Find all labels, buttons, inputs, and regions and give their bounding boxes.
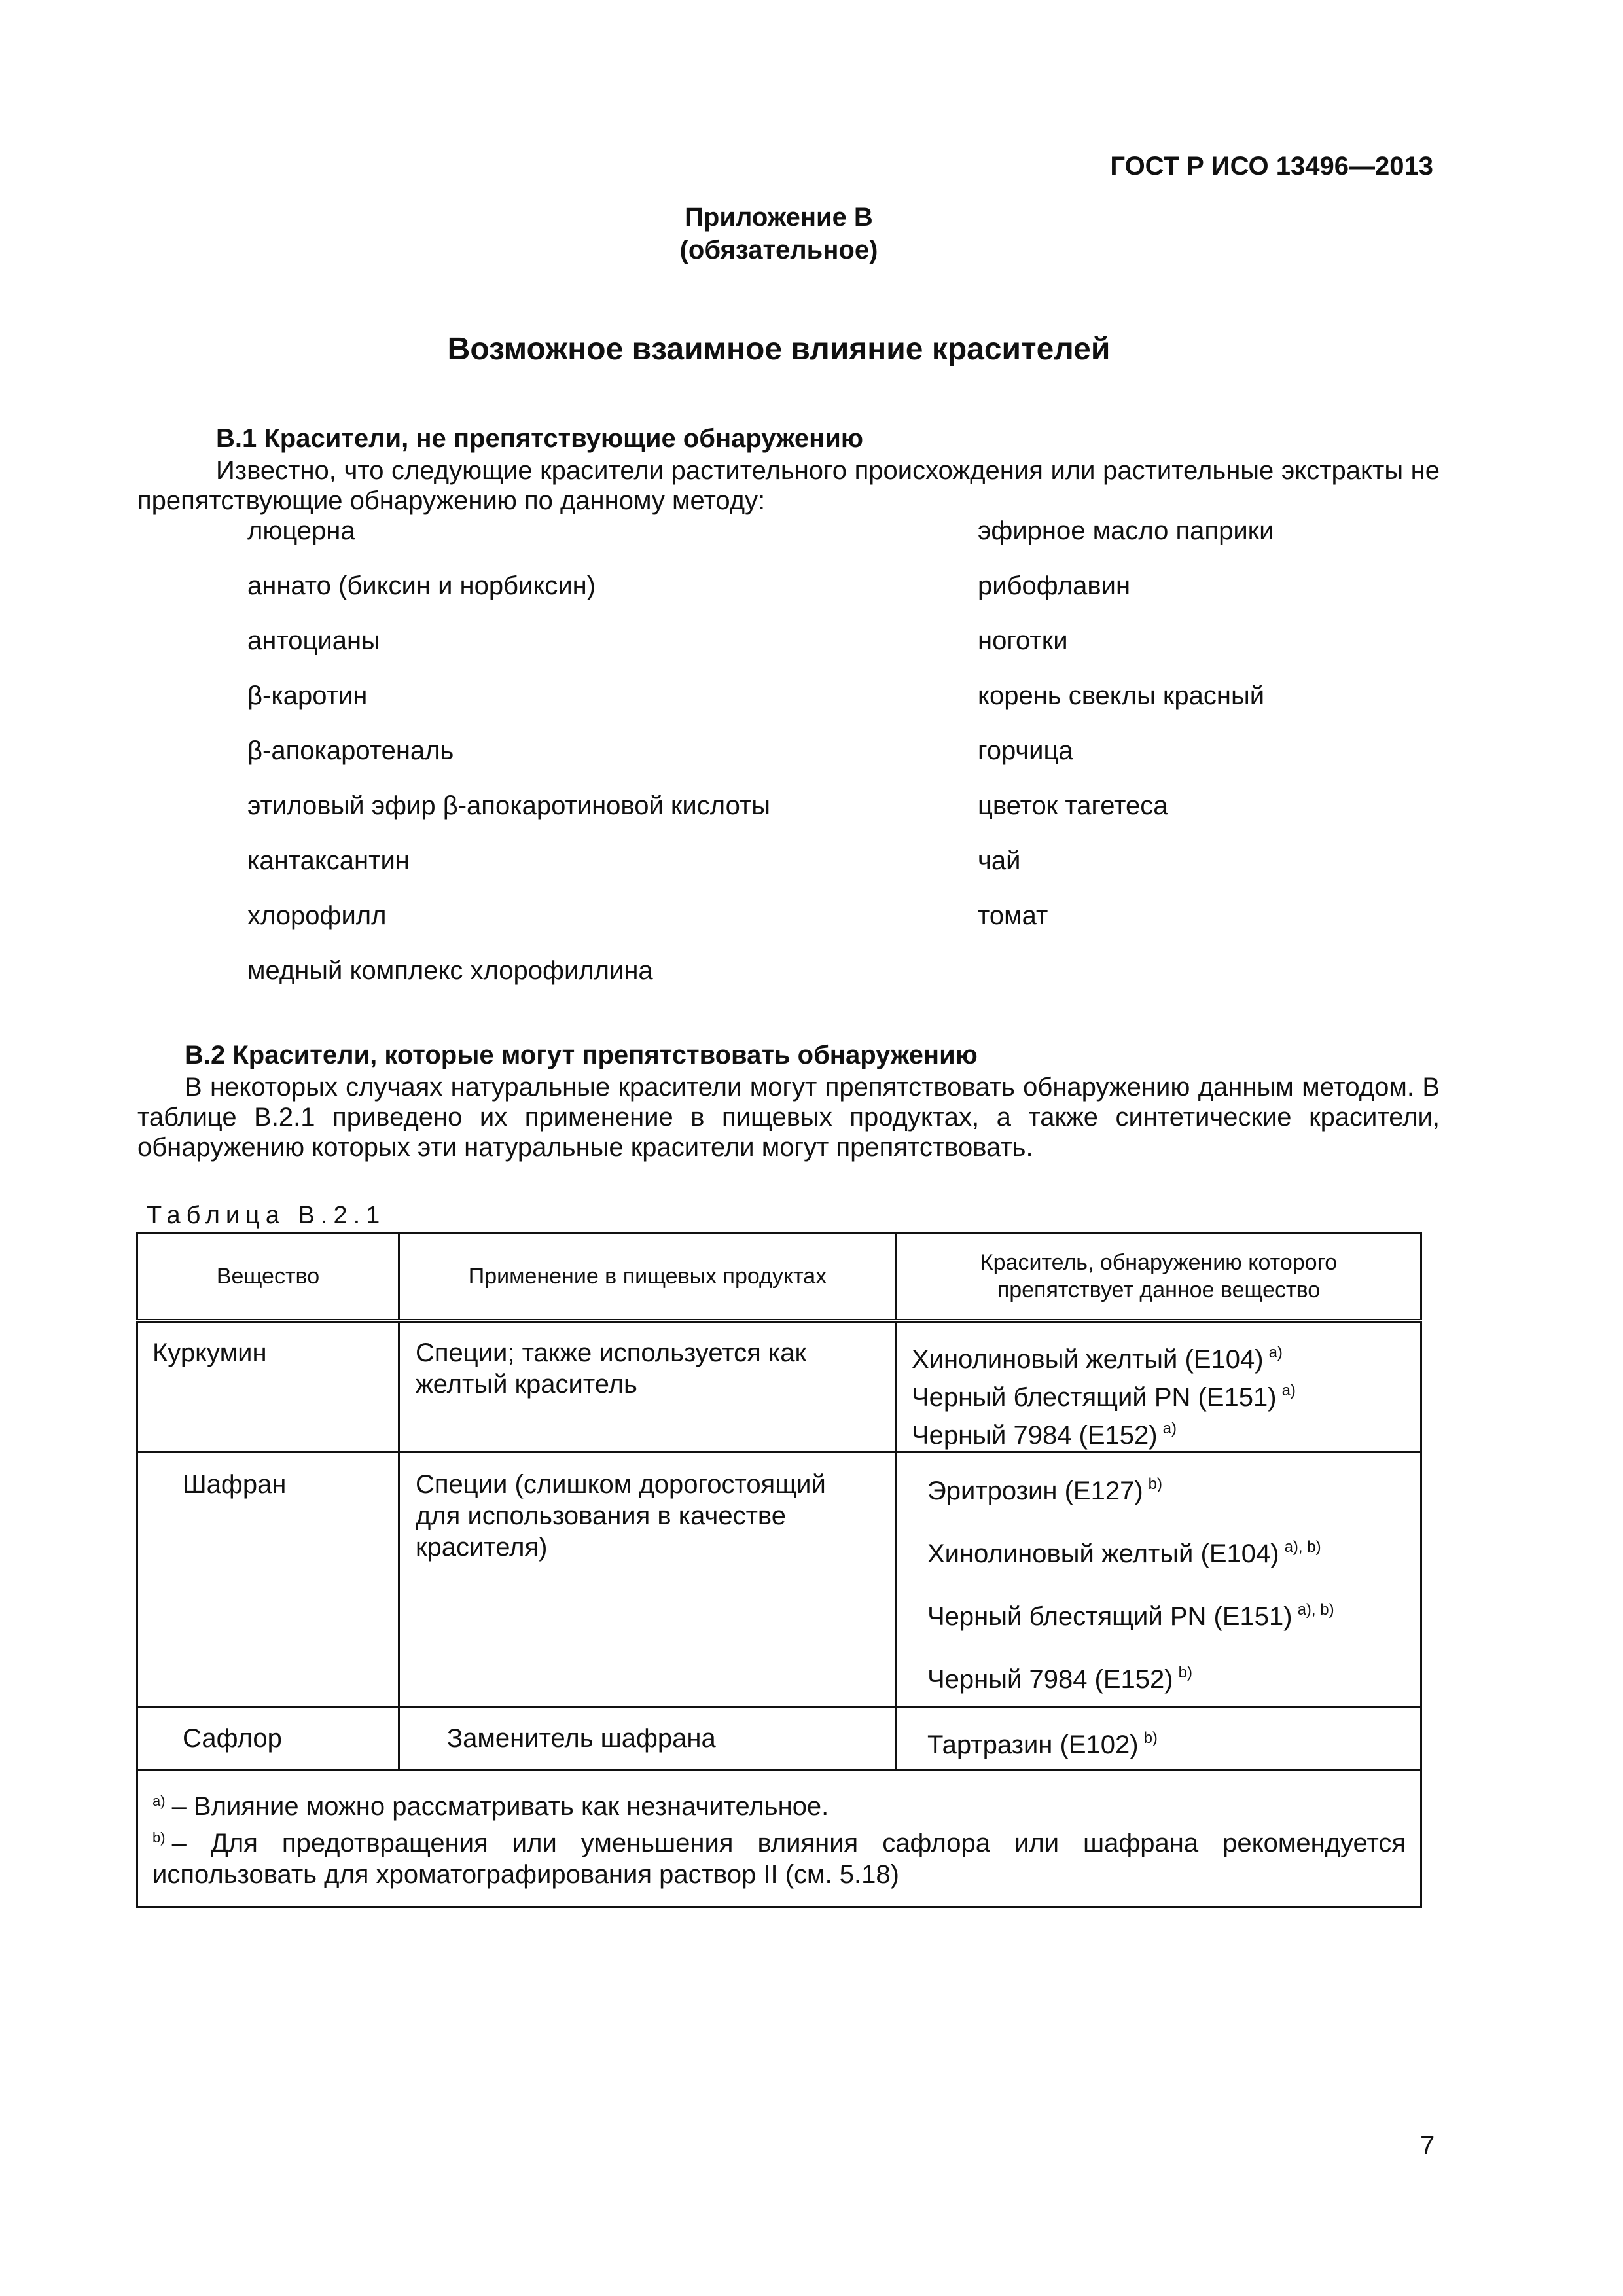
list-item: эфирное масло паприки — [978, 516, 1274, 545]
footnote-ref: а) — [1268, 1343, 1283, 1361]
table-footnotes — [137, 1770, 1421, 1907]
table-cell-use — [399, 1321, 897, 1452]
table-cell-use — [399, 1707, 897, 1770]
dye-name: Хинолиновый желтый (Е104) — [927, 1539, 1279, 1568]
column-header: Краситель, обнаружению которого препятствует данное вещество — [897, 1233, 1421, 1321]
list-item: хлорофилл — [247, 901, 387, 930]
footnote-ref: b) — [1148, 1475, 1162, 1493]
list-item: рибофлавин — [978, 571, 1131, 600]
footnote-ref: а), b) — [1284, 1537, 1321, 1556]
dye-entry — [927, 1469, 1420, 1532]
table-row — [137, 1707, 1421, 1770]
table-cell-dyes — [897, 1707, 1421, 1770]
substance-name: Шафран — [183, 1469, 287, 1499]
dye-list-right — [978, 516, 1274, 956]
list-item: люцерна — [247, 516, 355, 545]
column-header: Применение в пищевых продуктах — [399, 1233, 897, 1321]
list-item: антоцианы — [247, 626, 380, 655]
section-1-title: В.1 Красители, не препятствующие обнаружению — [216, 424, 863, 453]
list-item: корень свеклы красный — [978, 681, 1265, 710]
footnote-ref: b) — [1143, 1729, 1158, 1747]
annex-title: Приложение В — [685, 203, 873, 232]
list-item: β-каротин — [247, 681, 368, 710]
substance-name: Куркумин — [152, 1338, 267, 1367]
list-item: ноготки — [978, 626, 1068, 655]
dye-entry — [927, 1594, 1420, 1657]
dye-entry — [912, 1413, 1420, 1451]
list-item: горчица — [978, 736, 1073, 765]
footnote — [152, 1822, 1406, 1890]
dye-name: Черный блестящий PN (Е151) — [912, 1382, 1277, 1412]
page-number: 7 — [1420, 2131, 1435, 2160]
list-item: кантаксантин — [247, 846, 410, 875]
section-2-title: В.2 Красители, которые могут препятствовать обнаружению — [185, 1041, 978, 1069]
footnote — [152, 1785, 1406, 1822]
column-header: Вещество — [137, 1233, 399, 1321]
dye-entry — [927, 1657, 1420, 1695]
use-text: Специи (слишком дорогостоящий для использования в качестве красителя) — [416, 1469, 826, 1562]
dye-interference-table — [136, 1232, 1422, 1908]
table-cell-use — [399, 1452, 897, 1707]
dye-entry — [927, 1532, 1420, 1594]
use-text: Специи; также используется как желтый краситель — [416, 1338, 807, 1399]
list-item: медный комплекс хлорофиллина — [247, 956, 653, 985]
page-title: Возможное взаимное влияние красителей — [447, 332, 1111, 367]
table-footnotes-row — [137, 1770, 1421, 1907]
list-item: цветок тагетеса — [978, 791, 1168, 820]
dye-entry — [927, 1723, 1420, 1761]
list-item: томат — [978, 901, 1048, 930]
list-item: β-апокаротеналь — [247, 736, 454, 765]
table-cell-dyes — [897, 1321, 1421, 1452]
section-2-intro: В некоторых случаях натуральные красители могут препятствовать обнаружению данным методом. В таблице В.2.1 приведено их применение в пищевых продуктах, а также синтетические красители, обнаружению которых эти натуральные красители могут препятствовать. — [137, 1073, 1440, 1162]
use-text: Заменитель шафрана — [447, 1723, 716, 1753]
table-row — [137, 1452, 1421, 1707]
table-cell-substance — [137, 1452, 399, 1707]
footnote-mark: b) — [152, 1829, 166, 1846]
list-item: чай — [978, 846, 1021, 875]
dye-name: Тартразин (Е102) — [927, 1730, 1139, 1759]
footnote-ref: а) — [1162, 1419, 1177, 1437]
table-row — [137, 1321, 1421, 1452]
document-code: ГОСТ Р ИСО 13496—2013 — [1110, 152, 1433, 181]
table-header-row — [137, 1233, 1421, 1321]
dye-list-left — [247, 516, 770, 1011]
dye-entry — [912, 1337, 1420, 1375]
table-cell-dyes — [897, 1452, 1421, 1707]
annex-status: (обязательное) — [679, 236, 878, 264]
table-cell-substance — [137, 1321, 399, 1452]
table-cell-substance — [137, 1707, 399, 1770]
dye-name: Черный блестящий PN (Е151) — [927, 1602, 1293, 1631]
section-1-intro: Известно, что следующие красители растительного происхождения или растительные экстракты не препятствующие обнаружению по данному методу: — [137, 456, 1440, 515]
list-item: аннато (биксин и норбиксин) — [247, 571, 596, 600]
footnote-ref: а), b) — [1297, 1600, 1334, 1619]
dye-name: Хинолиновый желтый (Е104) — [912, 1344, 1264, 1374]
footnote-ref: а) — [1281, 1381, 1296, 1399]
footnote-text: – Для предотвращения или уменьшения влияния сафлора или шафрана рекомендуется использовать для хроматографирования раствор II (см. 5.18) — [152, 1828, 1406, 1889]
list-item: этиловый эфир β-апокаротиновой кислоты — [247, 791, 771, 820]
dye-entry — [912, 1375, 1420, 1413]
footnote-text: – Влияние можно рассматривать как незначительное. — [171, 1791, 829, 1821]
dye-name: Эритрозин (Е127) — [927, 1476, 1143, 1505]
footnote-ref: b) — [1178, 1663, 1192, 1681]
footnote-mark: а) — [152, 1792, 166, 1809]
substance-name: Сафлор — [183, 1723, 282, 1753]
table-caption: Таблица В.2.1 — [147, 1202, 386, 1229]
dye-name: Черный 7984 (Е152) — [927, 1664, 1173, 1694]
dye-name: Черный 7984 (Е152) — [912, 1420, 1158, 1450]
